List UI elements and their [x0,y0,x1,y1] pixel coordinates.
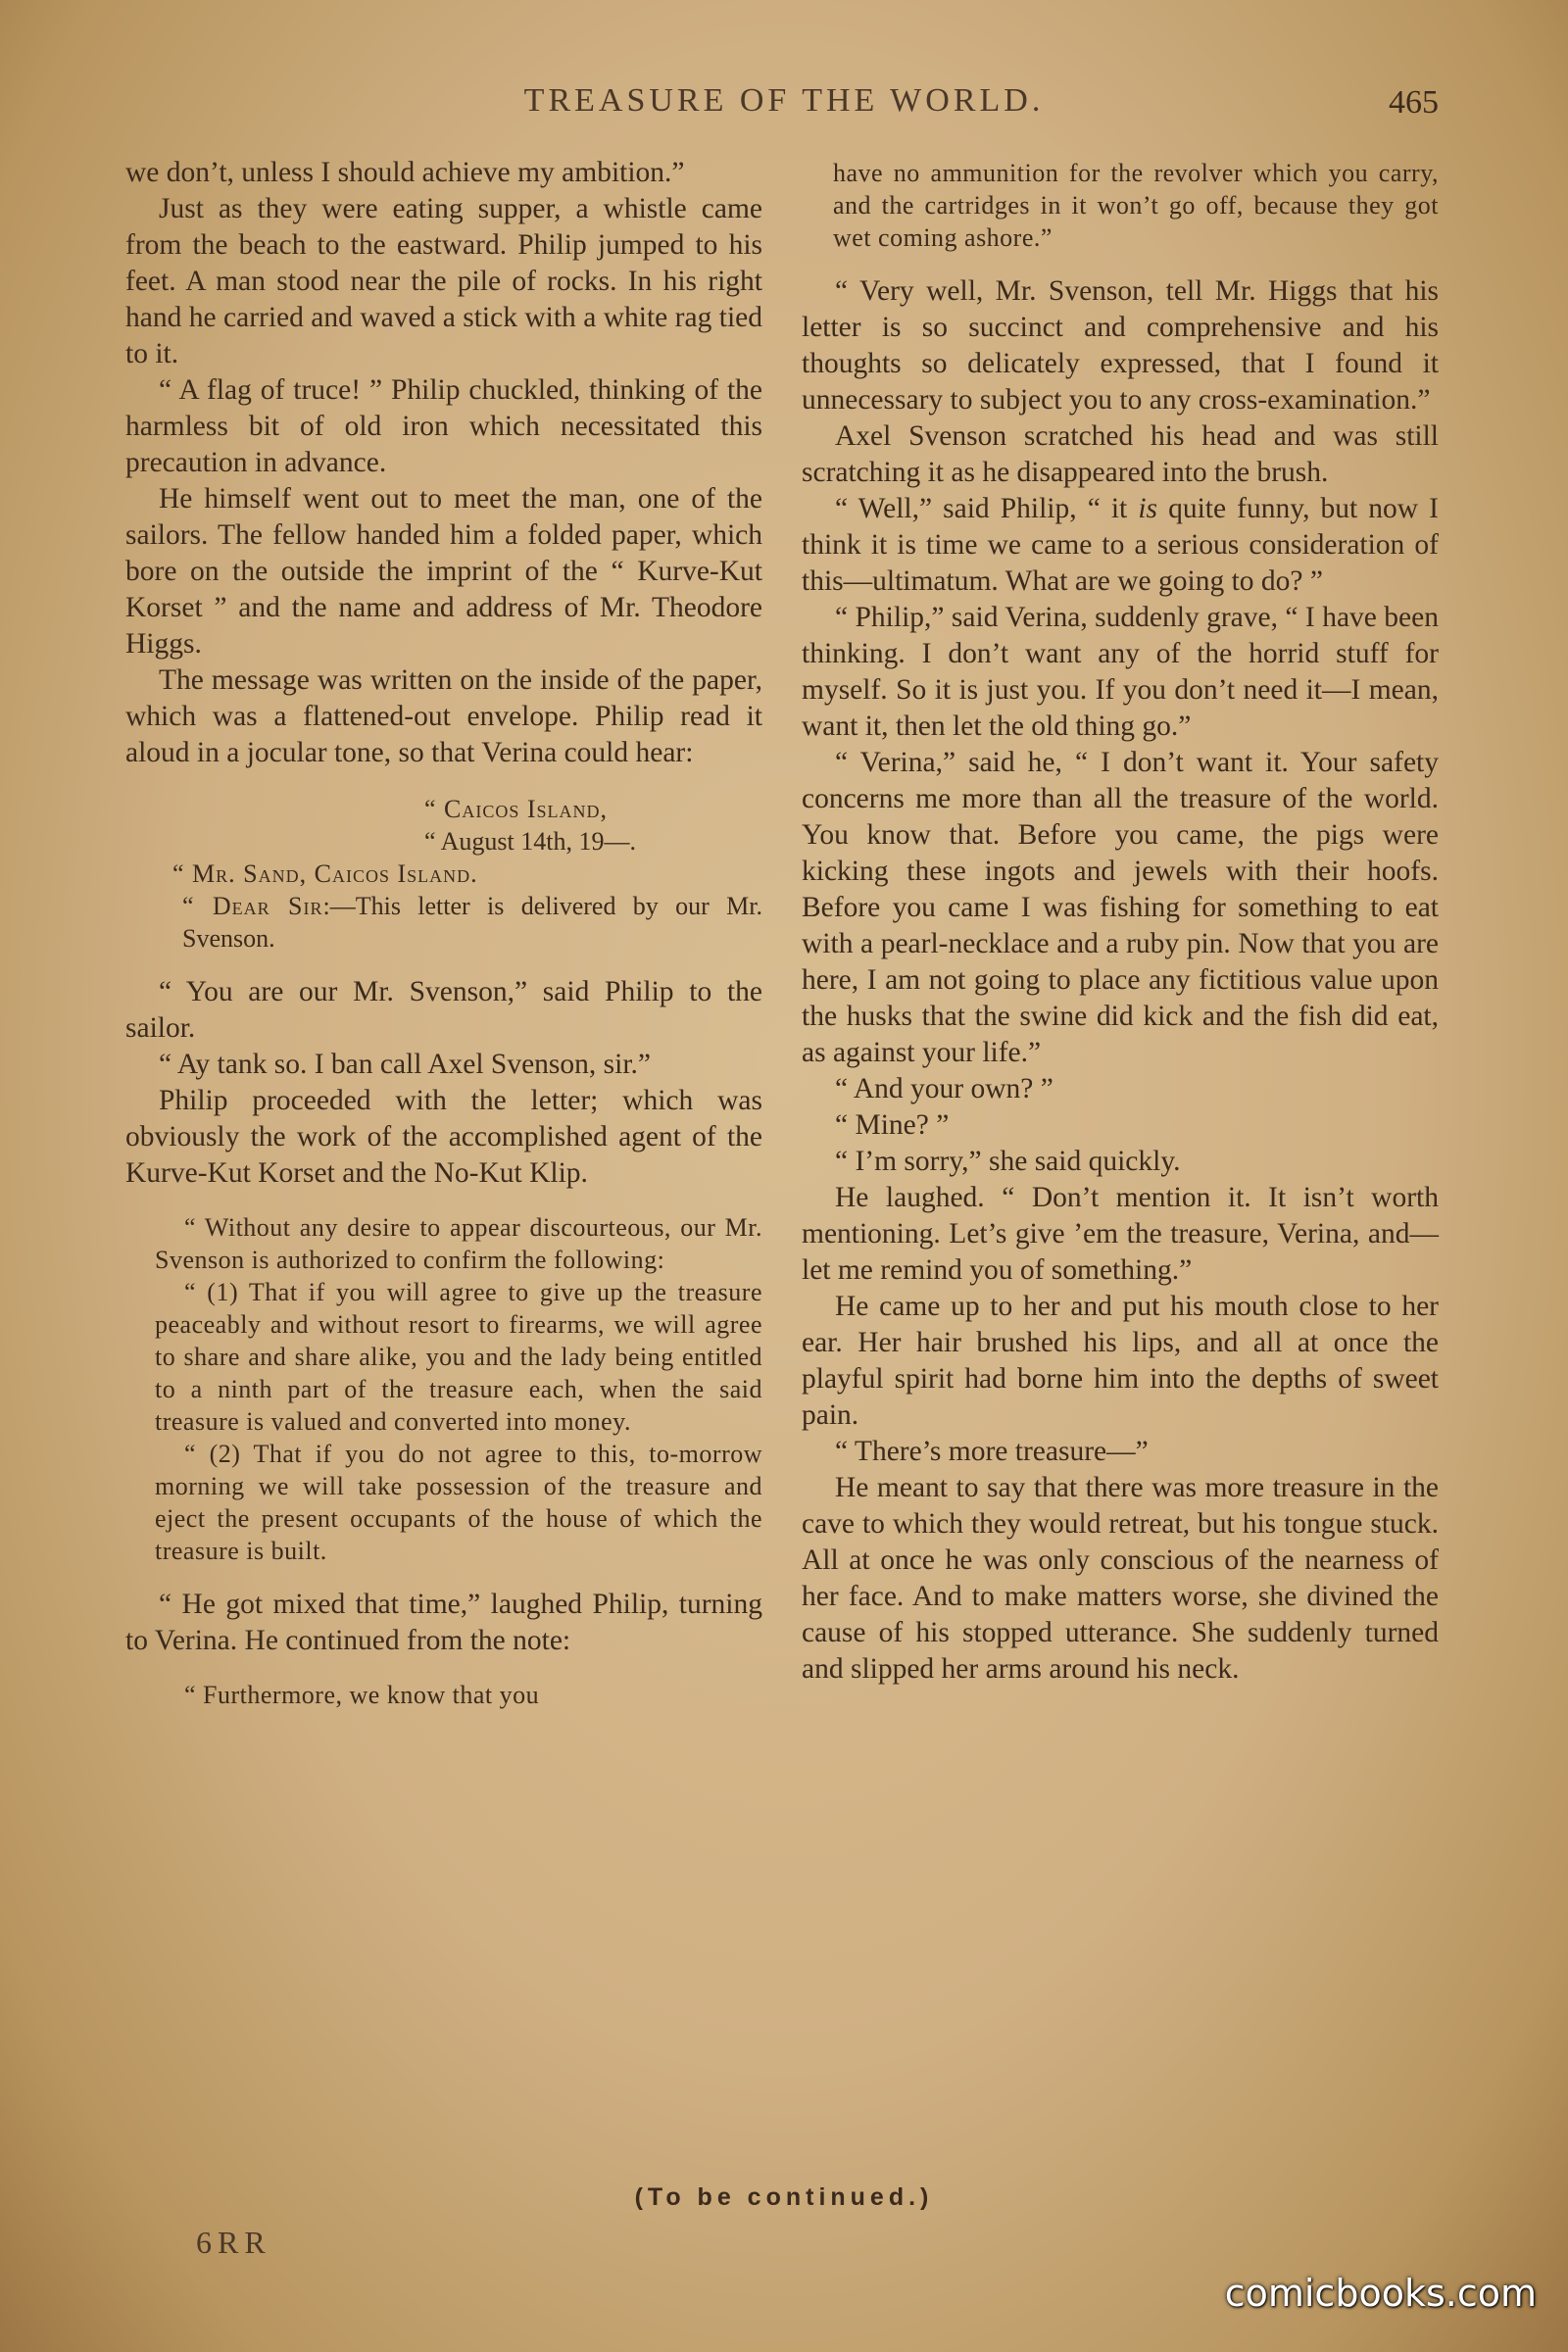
salutation-label: “ Dear Sir [182,892,323,920]
quote-paragraph: “ Furthermore, we know that you [184,1681,540,1709]
paragraph: “ I’m sorry,” she said quickly. [835,1146,1181,1177]
page-number: 465 [1389,84,1439,121]
printer-signature: 6RR [196,2225,271,2260]
letter-place: “ Caicos Island, [424,795,609,823]
right-column [802,157,1439,1688]
paragraph: “ A flag of truce! ” Philip chuckled, thinking of the harmless bit of old iron which necessitated this precaution in advance. [125,374,762,478]
paragraph: “ Verina,” said he, “ I don’t want it. Your safety concerns me more than all the treasure of the world. You know that. Before you came, the pigs were kicking these ingots and jewels with their hoofs. Before you came I was fishing for something to eat with a pearl-necklace and a ruby pin. Now that you are here, I am not going to place any fictitious value upon the husks that the swine did kick and the fish did eat, as against your life.” [802,747,1439,1068]
paragraph: Axel Svenson scratched his head and was still scratching it as he disappeared into the brush. [802,420,1439,488]
paragraph: He himself went out to meet the man, one of the sailors. The fellow handed him a folded paper, which bore on the outside the imprint of the “ Kurve-Kut Korset ” and the name and address of Mr. Theodore Higgs. [125,483,762,660]
quote-paragraph: “ (2) That if you do not agree to this, to-morrow morning we will take possession of the treasure and eject the present occupants of the house of which the treasure is built. [155,1440,762,1565]
quote-paragraph: have no ammunition for the revolver which you carry, and the cartridges in it won’t go off, because they got wet coming ashore.” [833,159,1439,252]
paragraph: He meant to say that there was more treasure in the cave to which they would retreat, but his tongue stuck. All at once he was only conscious of the nearness of her face. And to make matters worse, she divined the cause of his stopped utterance. She suddenly turned and slipped her arms around his neck. [802,1472,1439,1685]
to-be-continued: (To be continued.) [634,2183,934,2211]
paragraph: “ Philip,” said Verina, suddenly grave, “ I have been thinking. I don’t want any of the horrid stuff for myself. So it is just you. If you don’t need it—I mean, want it, then let the old thing go.” [802,602,1439,742]
paragraph: The message was written on the inside of the paper, which was a flattened-out envelope. Philip read it aloud in a jocular tone, so that Verina could hear: [125,664,762,768]
text-run: “ Well,” said Philip, “ it [835,493,1139,524]
paragraph: “ Ay tank so. I ban call Axel Svenson, sir.” [159,1049,651,1080]
page-header-title: TREASURE OF THE WORLD. [523,82,1045,119]
quoted-letter [833,157,1439,254]
paragraph: He laughed. “ Don’t mention it. It isn’t worth mentioning. Let’s give ’em the treasure, Verina, and—let me remind you of something.” [802,1182,1439,1286]
salutation-text: :—This letter is delivered by our Mr. Svenson. [182,892,762,953]
paragraph: “ Mine? ” [835,1109,950,1141]
quoted-letter [155,1679,762,1711]
watermark: comicbooks.com [1224,2272,1537,2315]
letter-salutation [125,890,762,955]
paragraph: “ And your own? ” [835,1073,1054,1104]
paragraph: Just as they were eating supper, a whistle came from the beach to the eastward. Philip jumped to his feet. A man stood near the pile of rocks. In his right hand he carried and waved a stick with a white rag tied to it. [125,193,762,369]
paragraph: He came up to her and put his mouth close to her ear. Her hair brushed his lips, and all at once the playful spirit had borne him into the depths of sweet pain. [802,1291,1439,1431]
quote-paragraph: “ (1) That if you will agree to give up the treasure peaceably and without resort to firearms, we will agree to share and share alike, you and the lady being entitled to a ninth part of the treasure each, when the said treasure is valued and converted into money. [155,1278,762,1436]
paragraph: we don’t, unless I should achieve my ambition.” [125,157,685,188]
paragraph: Philip proceeded with the letter; which was obviously the work of the accomplished agent of the Kurve-Kut Korset and the No-Kut Klip. [125,1085,762,1189]
paragraph: “ You are our Mr. Svenson,” said Philip to the sailor. [125,976,762,1044]
text-run: quite funny, but now I think it is time we came to a serious consideration of this—ultimatum. What are we going to do? ” [802,493,1440,597]
emphasis: is [1138,493,1158,524]
paragraph: “ He got mixed that time,” laughed Philip, turning to Verina. He continued from the note: [125,1589,762,1656]
paragraph: “ There’s more treasure—” [835,1436,1149,1467]
left-column [125,155,762,1711]
letter-heading [125,793,762,955]
quote-paragraph: “ Without any desire to appear discourteous, our Mr. Svenson is authorized to confirm the following: [155,1213,762,1274]
paragraph: “ Very well, Mr. Svenson, tell Mr. Higgs that his letter is so succinct and comprehensive and his thoughts so delicately expressed, that I found it unnecessary to subject you to any cross-examination.” [802,275,1439,416]
paragraph [802,491,1439,600]
quoted-letter [155,1211,762,1567]
letter-date: “ August 14th, 19—. [424,827,636,856]
letter-addressee: “ Mr. Sand, Caicos Island. [172,859,478,888]
